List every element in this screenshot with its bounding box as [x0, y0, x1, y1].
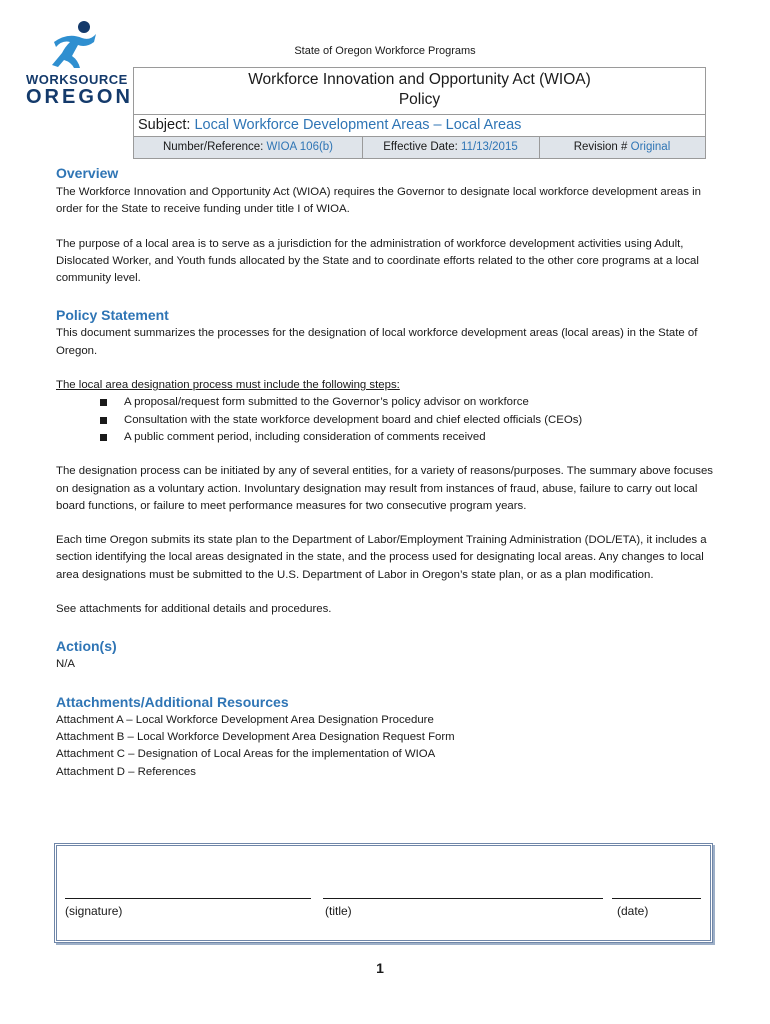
policy-para-4: See attachments for additional details and procedures.: [56, 603, 332, 616]
signature-label: (signature): [65, 904, 123, 918]
overview-para-1: The Workforce Innovation and Opportunity Act (WIOA) requires the Governor to designate local workforce development areas in order for the State to receive funding under title I of WIOA.: [56, 186, 701, 216]
revision-value: Original: [630, 141, 671, 153]
date-line[interactable]: [612, 898, 701, 899]
signature-line[interactable]: [65, 898, 311, 899]
page-number: 1: [376, 960, 384, 976]
date-label: (date): [617, 904, 649, 918]
title-label: (title): [325, 904, 352, 918]
meta-row: [134, 136, 705, 158]
logo-text-worksource: WORKSOURCE: [26, 72, 128, 87]
list-item: Consultation with the state workforce development board and chief elected officials (CEOs): [100, 412, 716, 429]
worksource-oregon-logo: [26, 20, 133, 110]
number-value: WIOA 106(b): [266, 141, 334, 153]
policy-title: [134, 70, 705, 110]
list-item: A public comment period, including consideration of comments received: [100, 429, 716, 446]
revision-cell: [539, 137, 705, 158]
attachment-b: Attachment B – Local Workforce Development Area Designation Request Form: [56, 730, 455, 743]
subject-value: Local Workforce Development Areas – Local Areas: [194, 117, 522, 133]
policy-header-box: [133, 67, 706, 159]
overview-heading: Overview: [56, 165, 119, 181]
policy-heading: Policy Statement: [56, 307, 169, 324]
attachments-heading: Attachments/Additional Resources: [56, 693, 289, 710]
number-reference-cell: [134, 137, 363, 158]
effective-date-cell: [362, 137, 540, 158]
title-line[interactable]: [323, 898, 603, 899]
document-body: [56, 165, 716, 781]
list-item: A proposal/request form submitted to the Governor’s policy advisor on workforce: [100, 394, 716, 411]
policy-title-line1: Workforce Innovation and Opportunity Act (WIOA): [248, 71, 591, 88]
subject-row: [134, 114, 705, 136]
overview-para-2: The purpose of a local area is to serve as a jurisdiction for the administration of workforce development activities using Adult, Dislocated Worker, and Youth funds allocated by the State and to coordinate efforts related to the other core programs at a local community level.: [56, 237, 699, 285]
attachment-c: Attachment C – Designation of Local Areas for the implementation of WIOA: [56, 748, 436, 761]
program-line: State of Oregon Workforce Programs: [294, 45, 476, 57]
policy-para-2: The designation process can be initiated by any of several entities, for a variety of reasons/purposes. The summary above focuses on designation as a voluntary action. Involuntary designation may result from instances of fraud, abuse, failure to carry out local board functions, or failure to meet performance measures for two consecutive program years.: [56, 465, 714, 512]
revision-label: Revision #: [573, 141, 628, 153]
effective-value: 11/13/2015: [461, 141, 518, 153]
steps-list: [56, 394, 716, 446]
actions-heading: Action(s): [56, 638, 117, 655]
logo-text-oregon: OREGON: [26, 86, 133, 108]
policy-para-3: Each time Oregon submits its state plan to the Department of Labor/Employment Training Administration (DOL/ETA), it includes a section identifying the local areas designated in the state, and the process used for designating local areas. Any changes to local area designations must be submitted to the U.S. Department of Labor in Oregon’s state plan, or as a plan modification.: [56, 534, 707, 581]
policy-para-1: This document summarizes the processes for the designation of local workforce development areas (local areas) in the State of Oregon.: [56, 327, 698, 357]
subject-label: Subject:: [138, 117, 191, 133]
effective-label: Effective Date:: [383, 141, 458, 153]
steps-intro: The local area designation process must include the following steps:: [56, 379, 400, 392]
number-label: Number/Reference:: [162, 141, 264, 153]
policy-title-line2: Policy: [398, 91, 441, 108]
attachment-d: Attachment D – References: [56, 765, 196, 778]
actions-text: N/A: [56, 658, 75, 671]
attachment-a: Attachment A – Local Workforce Development Area Designation Procedure: [56, 713, 434, 726]
signature-box: [54, 843, 713, 943]
